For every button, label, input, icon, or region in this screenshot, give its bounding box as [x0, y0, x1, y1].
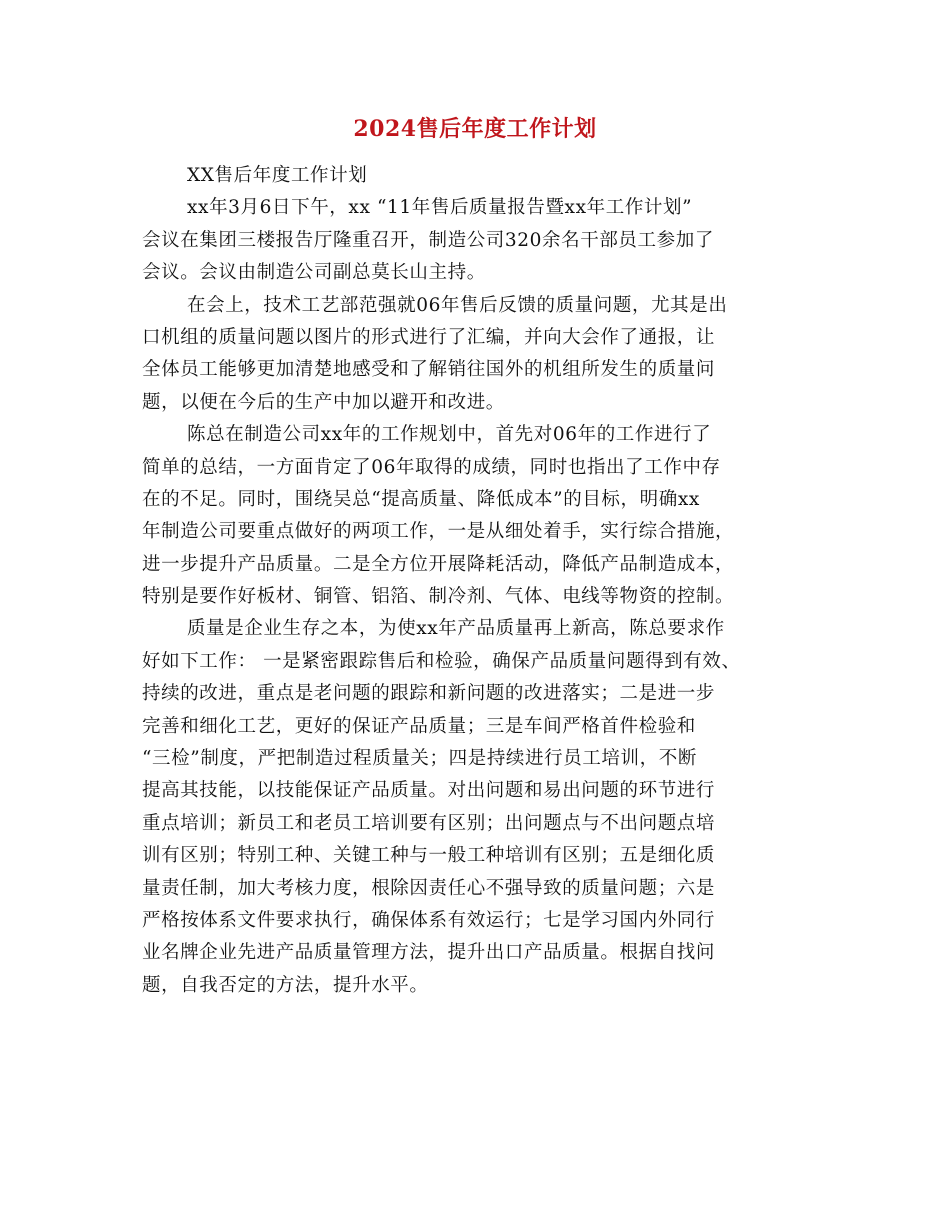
- text-line: 年制造公司要重点做好的两项工作，一是从细处着手，实行综合措施，: [142, 521, 735, 543]
- text-line: 严格按体系文件要求执行，确保体系有效运行；七是学习国内外同行: [142, 909, 716, 931]
- text-line: 全体员工能够更加清楚地感受和了解销往国外的机组所发生的质量问: [142, 359, 716, 381]
- text-line: 特别是要作好板材、铜管、铝箔、制冷剂、气体、电线等物资的控制。: [142, 586, 735, 608]
- text-line: 陈总在制造公司xx年的工作规划中，首先对06年的工作进行了: [187, 424, 712, 446]
- text-line: “三检”制度，严把制造过程质量关；四是持续进行员工培训，不断: [142, 748, 697, 770]
- document-body: [142, 160, 822, 1002]
- text-line: 会议在集团三楼报告厅隆重召开，制造公司320余名干部员工参加了: [142, 229, 714, 251]
- text-line: 重点培训；新员工和老员工培训要有区别；出问题点与不出问题点培: [142, 812, 716, 834]
- text-line: 好如下工作： 一是紧密跟踪售后和检验，确保产品质量问题得到有效、: [142, 650, 741, 672]
- text-line: xx年3月6日下午，xx “11年售后质量报告暨xx年工作计划”: [187, 197, 693, 219]
- text-line: 质量是企业生存之本，为使xx年产品质量再上新高，陈总要求作: [187, 618, 725, 640]
- text-line: 题，自我否定的方法，提升水平。: [142, 974, 429, 996]
- text-line: 在会上，技术工艺部范强就06年售后反馈的质量问题，尤其是出: [187, 294, 728, 316]
- text-line: 业名牌企业先进产品质量管理方法，提升出口产品质量。根据自找问: [142, 942, 716, 964]
- text-line: XX售后年度工作计划: [187, 165, 368, 186]
- text-line: 训有区别；特别工种、关键工种与一般工种培训有区别；五是细化质: [142, 845, 716, 867]
- document-title: 2024售后年度工作计划: [353, 116, 597, 142]
- text-line: 在的不足。同时，围绕吴总“提高质量、降低成本”的目标，明确xx: [142, 488, 700, 510]
- text-line: 题，以便在今后的生产中加以避开和改进。: [142, 391, 505, 413]
- text-line: 进一步提升产品质量。二是全方位开展降耗活动，降低产品制造成本，: [142, 553, 735, 575]
- text-line: 提高其技能，以技能保证产品质量。对出问题和易出问题的环节进行: [142, 780, 716, 802]
- text-line: 简单的总结，一方面肯定了06年取得的成绩，同时也指出了工作中存: [142, 456, 721, 478]
- text-line: 口机组的质量问题以图片的形式进行了汇编，并向大会作了通报，让: [142, 326, 716, 348]
- text-line: 完善和细化工艺，更好的保证产品质量；三是车间严格首件检验和: [142, 715, 696, 737]
- text-line: 会议。会议由制造公司副总莫长山主持。: [142, 262, 486, 284]
- text-line: 量责任制，加大考核力度，根除因责任心不强导致的质量问题；六是: [142, 877, 716, 899]
- text-line: 持续的改进，重点是老问题的跟踪和新问题的改进落实；二是进一步: [142, 683, 716, 705]
